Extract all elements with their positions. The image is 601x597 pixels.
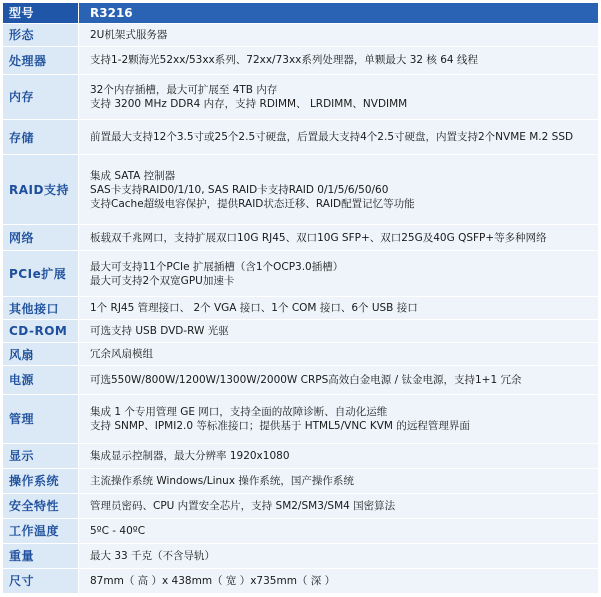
row-label: 内存 [3,75,79,120]
row-network [3,225,599,251]
model-value: R3216 [79,3,599,24]
row-label: 安全特性 [3,493,79,518]
value-line: 可选550W/800W/1200W/1300W/2000W CRPS高效白金电源 / 钛金电源，支持1+1 冗余 [90,373,522,386]
row-label: 存储 [3,119,79,155]
row-label: 风扇 [3,343,79,366]
row-label: 网络 [3,225,79,251]
row-value [79,251,599,297]
row-display [3,443,599,468]
row-label: 管理 [3,394,79,443]
row-value [79,493,599,518]
spec-table [2,2,599,594]
value-line: 支持Cache超级电容保护，提供RAID状态迁移、RAID配置记忆等功能 [90,197,415,210]
row-label: 工作温度 [3,518,79,543]
value-line: 前置最大支持12个3.5寸或25个2.5寸硬盘，后置最大支持4个2.5寸硬盘，内置支持2个NVME M.2 SSD [90,131,574,144]
row-fan [3,343,599,366]
row-memory [3,75,599,120]
row-weight [3,543,599,568]
row-security [3,493,599,518]
row-value [79,568,599,593]
value-line: 最大可支持11个PCIe 扩展插槽（含1个OCP3.0插槽） [90,260,344,273]
row-temperature [3,518,599,543]
row-label: 操作系统 [3,468,79,493]
row-processor [3,46,599,74]
row-value [79,155,599,225]
row-label: 电源 [3,366,79,394]
value-line: 板载双千兆网口，支持扩展双口10G RJ45、双口10G SFP+、双口25G及40G QSFP+等多种网络 [90,231,547,244]
value-line: 87mm（ 高 ）x 438mm（ 宽 ）x735mm（ 深 ） [90,574,336,587]
value-line: 冗余风扇模组 [90,348,153,361]
row-label: 形态 [3,23,79,46]
row-label: PCIe扩展 [3,251,79,297]
value-line: 1个 RJ45 管理接口、 2个 VGA 接口、1个 COM 接口、6个 USB 接口 [90,302,418,315]
row-value [79,343,599,366]
row-value [79,297,599,320]
row-label: 处理器 [3,46,79,74]
row-os [3,468,599,493]
row-value [79,366,599,394]
row-label: CD-ROM [3,320,79,343]
row-power [3,366,599,394]
row-dimensions [3,568,599,593]
row-other-ports [3,297,599,320]
value-line: 集成 SATA 控制器 [90,169,176,182]
value-line: 可选支持 USB DVD-RW 光驱 [90,325,229,338]
row-value [79,75,599,120]
row-label: RAID支持 [3,155,79,225]
row-value [79,23,599,46]
value-line: 支持1-2颗海光52xx/53xx系列、72xx/73xx系列处理器，单颗最大 32 核 64 线程 [90,54,478,67]
row-label: 重量 [3,543,79,568]
row-value [79,225,599,251]
row-pcie [3,251,599,297]
row-form-factor [3,23,599,46]
value-line: 支持 SNMP、IPMI2.0 等标准接口；提供基于 HTML5/VNC KVM 的远程管理界面 [90,419,470,432]
row-label: 尺寸 [3,568,79,593]
value-line: 最大可支持2个双宽GPU加速卡 [90,274,235,287]
row-storage [3,119,599,155]
row-value [79,518,599,543]
value-line: 集成显示控制器，最大分辨率 1920x1080 [90,449,290,462]
value-line: 主流操作系统 Windows/Linux 操作系统，国产操作系统 [90,474,354,487]
row-value [79,394,599,443]
value-line: 5ºC - 40ºC [90,524,146,537]
value-line: 支持 3200 MHz DDR4 内存，支持 RDIMM、 LRDIMM、NVDIMM [90,97,408,110]
value-line: SAS卡支持RAID0/1/10, SAS RAID卡支持RAID 0/1/5/6/50/60 [90,183,389,196]
value-line: 32个内存插槽，最大可扩展至 4TB 内存 [90,83,278,96]
row-management [3,394,599,443]
value-line: 2U机架式服务器 [90,28,168,41]
row-value [79,320,599,343]
value-line: 集成 1 个专用管理 GE 网口，支持全面的故障诊断、自动化运维 [90,405,388,418]
row-cdrom [3,320,599,343]
row-value [79,543,599,568]
row-raid [3,155,599,225]
row-value [79,119,599,155]
row-label: 显示 [3,443,79,468]
value-line: 管理员密码、CPU 内置安全芯片，支持 SM2/SM3/SM4 国密算法 [90,499,396,512]
row-label: 其他接口 [3,297,79,320]
row-value [79,468,599,493]
row-value [79,443,599,468]
header-label: 型号 [3,3,79,24]
header-row [3,3,599,24]
value-line: 最大 33 千克（不含导轨） [90,549,216,562]
row-value [79,46,599,74]
